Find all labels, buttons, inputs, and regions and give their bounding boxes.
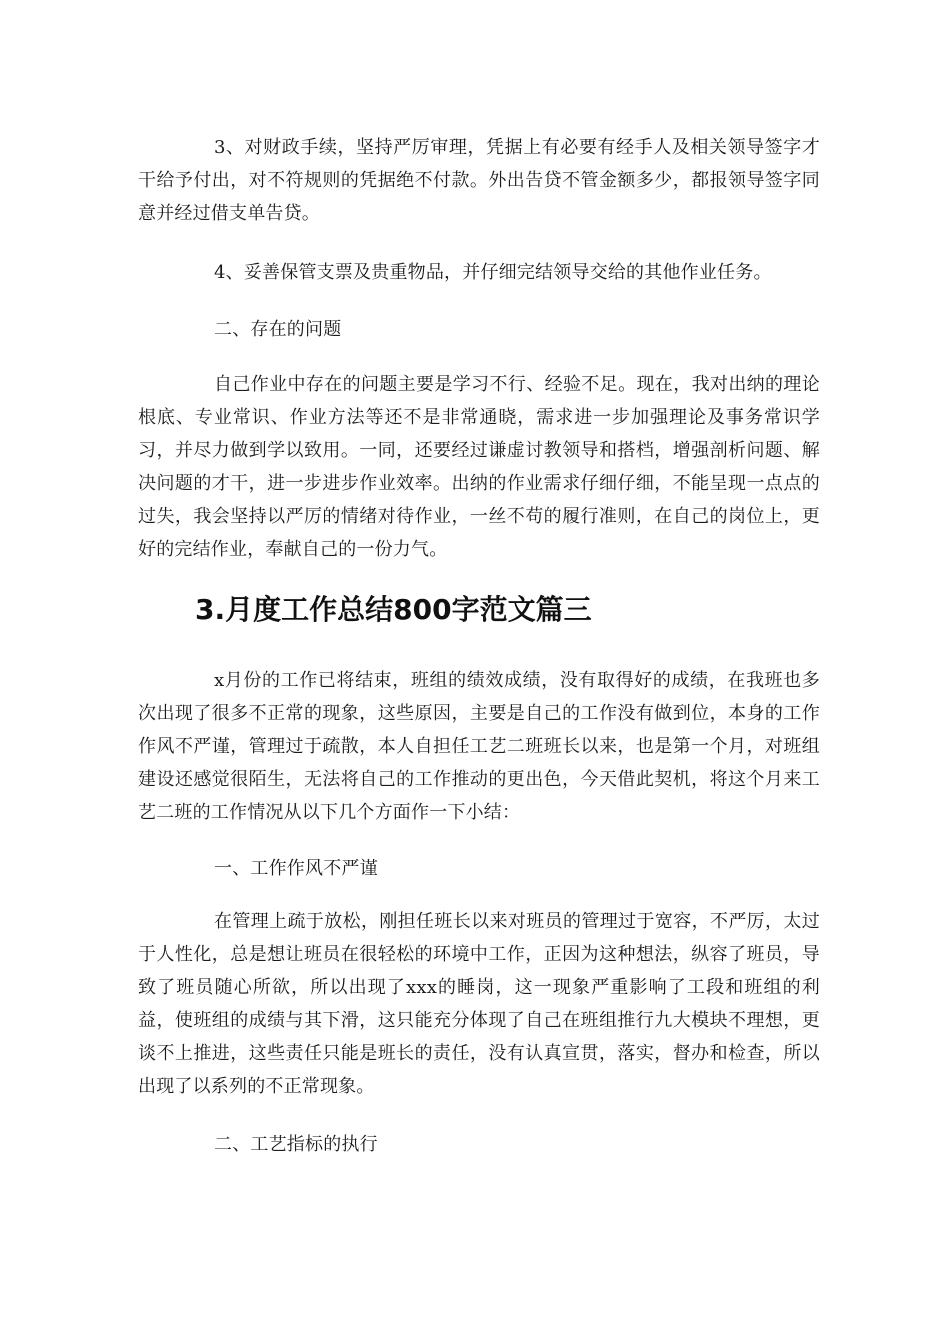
section-heading-process-indicators: 二、工艺指标的执行: [214, 1134, 378, 1155]
section-heading-work-style: 一、工作作风不严谨: [214, 858, 378, 879]
article-title: 3.月度工作总结800字范文篇三: [195, 593, 592, 626]
paragraph-finance-procedures: 3、对财政手续，坚持严厉审理，凭据上有必要有经手人及相关领导签字才干给予付出，对不符规则的凭据绝不付款。外出告贷不管金额多少，都报领导签字同意并经过借支单告贷。: [138, 137, 820, 224]
paragraph-management-detail: 在管理上疏于放松，刚担任班长以来对班员的管理过于宽容，不严厉，太过于人性化，总是想让班员在很轻松的环境中工作，正因为这种想法，纵容了班员，导致了班员随心所欲，所以出现了xxx的睡岗，这一现象严重影响了工段和班组的利益，使班组的成绩与其下滑，这只能充分体现了自己在班组推行九大模块不理想，更谈不上推进，这些责任只能是班长的责任，没有认真宣贯，落实，督办和检查，所以出现了以系列的不正常现象。: [138, 911, 820, 1097]
paragraph-safekeeping: 4、妥善保管支票及贵重物品，并仔细完结领导交给的其他作业任务。: [214, 262, 772, 283]
section-heading-existing-problems: 二、存在的问题: [214, 319, 342, 340]
paragraph-monthly-intro: x月份的工作已将结束，班组的绩效成绩，没有取得好的成绩，在我班也多次出现了很多不正常的现象，这些原因，主要是自己的工作没有做到位，本身的工作作风不严谨，管理过于疏散，本人自担任工艺二班班长以来，也是第一个月，对班组建设还感觉很陌生，无法将自己的工作推动的更出色，今天借此契机，将这个月来工艺二班的工作情况从以下几个方面作一下小结：: [138, 670, 820, 823]
paragraph-problems-detail: 自己作业中存在的问题主要是学习不行、经验不足。现在，我对出纳的理论根底、专业常识、作业方法等还不是非常通晓，需求进一步加强理论及事务常识学习，并尽力做到学以致用。一同，还要经过谦虚讨教领导和搭档，增强剖析问题、解决问题的才干，进一步进步作业效率。出纳的作业需求仔细仔细，不能呈现一点点的过失，我会坚持以严厉的情绪对待作业，一丝不苟的履行准则，在自己的岗位上，更好的完结作业，奉献自己的一份力气。: [138, 374, 820, 560]
